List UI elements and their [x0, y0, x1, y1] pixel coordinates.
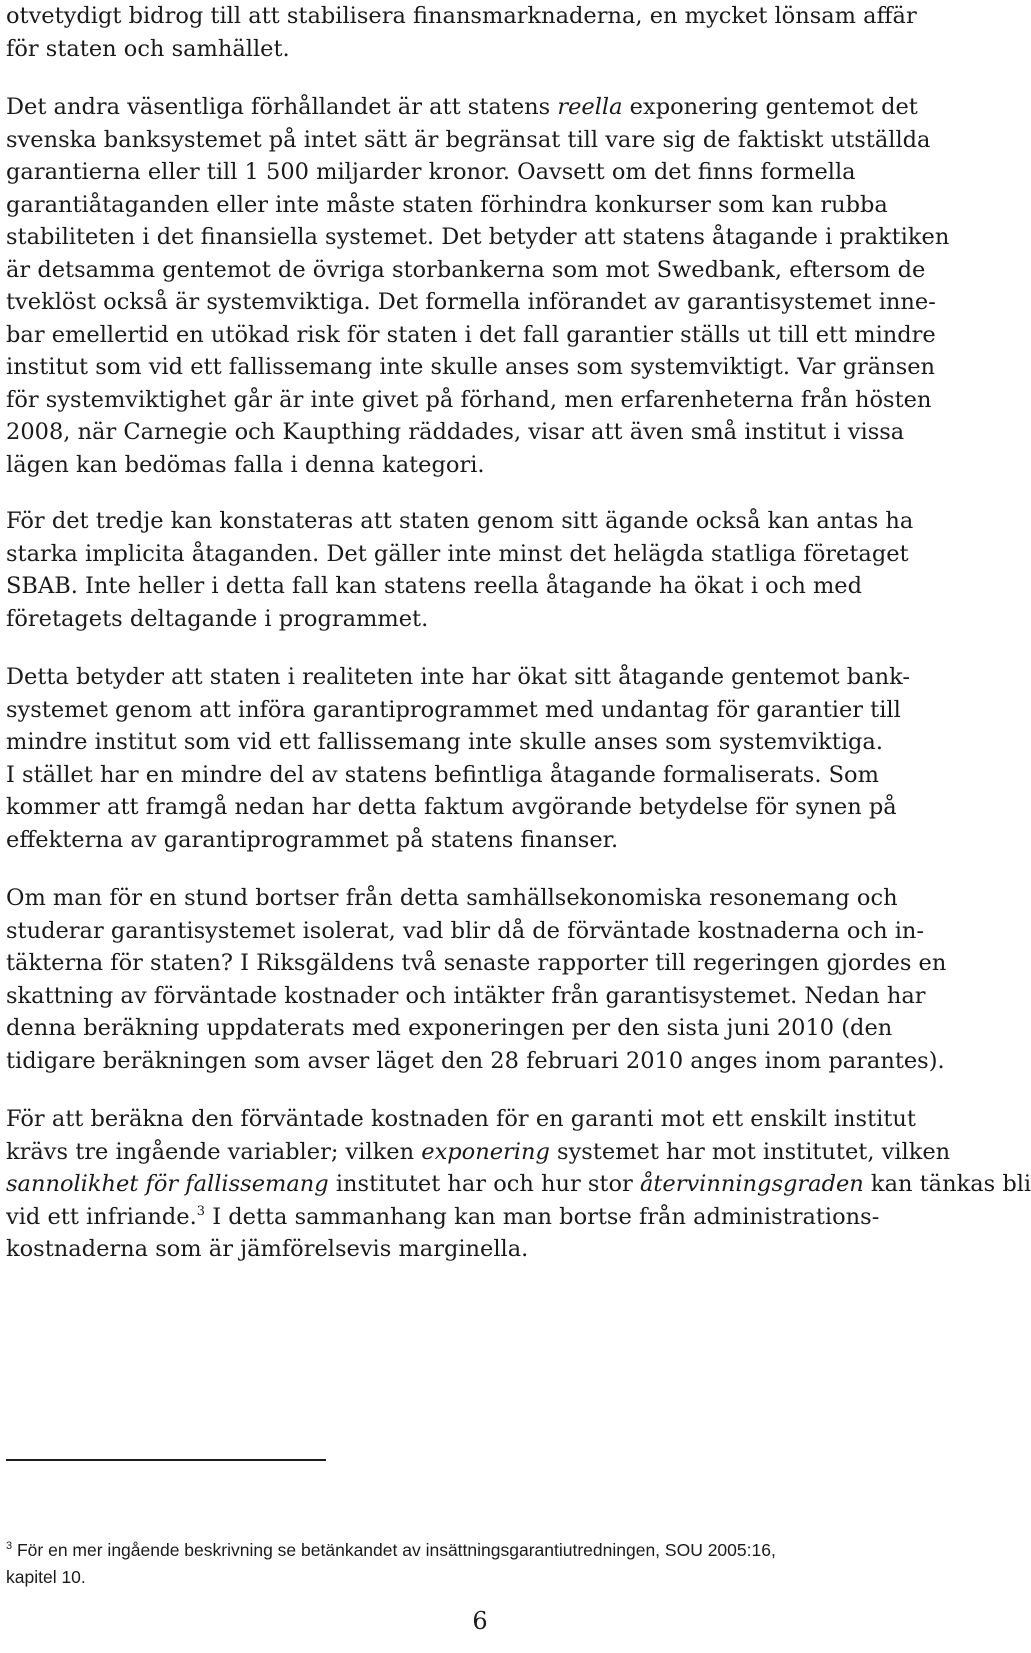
text-line: garantierna eller till 1 500 miljarder kronor. Oavsett om det finns formella	[6, 159, 856, 185]
text-line: skattning av förväntade kostnader och intäkter från garantisystemet. Nedan har	[6, 982, 926, 1009]
emphasis-atervinningsgraden: återvinningsgraden	[639, 1171, 864, 1197]
text-span: vid ett infriande.	[6, 1203, 197, 1230]
text-line: bar emellertid en utökad risk för staten i det fall garantier ställs ut till ett mindre	[6, 321, 936, 348]
text-line: För att beräkna den förväntade kostnaden för en garanti mot ett enskilt institut	[6, 1106, 916, 1132]
footnote-reference[interactable]: 3	[196, 1203, 206, 1219]
footnote-text: För en mer ingående beskrivning se betänkandet av insättningsgarantiutredningen, SOU 2005:16,	[12, 1540, 776, 1560]
text-line: täkterna för staten? I Riksgäldens två senaste rapporter till regeringen gjordes en	[6, 950, 947, 976]
text-line: 2008, när Carnegie och Kaupthing räddades, visar att även små institut i vissa	[6, 419, 905, 445]
text-line: institut som vid ett fallissemang inte skulle anses som systemviktigt. Var gränsen	[6, 354, 936, 380]
text-line: tidigare beräkningen som avser läget den 28 februari 2010 anges inom parantes).	[6, 1047, 945, 1074]
text-line: är detsamma gentemot de övriga storbankerna som mot Swedbank, eftersom de	[6, 256, 926, 283]
text-line: tveklöst också är systemviktiga. Det formella införandet av garantisystemet inne-	[6, 289, 936, 315]
text-line	[6, 1136, 951, 1169]
text-span: I detta sammanhang kan man bortse från administrations-	[205, 1203, 880, 1230]
emphasis-exponering: exponering	[421, 1138, 550, 1165]
footnote	[6, 1537, 946, 1591]
paragraph-implicit-commitments	[6, 505, 946, 635]
text-line: systemet genom att införa garantiprogrammet med undantag för garantier till	[6, 696, 901, 723]
footnote-line: kapitel 10.	[6, 1567, 86, 1587]
text-span: krävs tre ingående variabler; vilken	[6, 1138, 422, 1165]
text-span: exponering gentemot det	[622, 94, 918, 120]
text-line: lägen kan bedömas falla i denna kategori.	[6, 451, 485, 478]
paragraph-intro-continuation	[6, 0, 946, 65]
footnote-marker: 3	[6, 1540, 13, 1552]
text-line: effekterna av garantiprogrammet på statens finanser.	[6, 826, 619, 853]
text-line: studerar garantisystemet isolerat, vad blir då de förväntade kostnaderna och in-	[6, 917, 924, 944]
text-line: för systemviktighet går är inte givet på förhand, men erfarenheterna från hösten	[6, 386, 932, 413]
text-line: Om man för en stund bortser från detta samhällsekonomiska resonemang och	[6, 885, 898, 911]
text-line: mindre institut som vid ett fallissemang inte skulle anses som systemviktiga.	[6, 729, 883, 755]
text-span: Det andra väsentliga förhållandet är att statens	[6, 94, 558, 120]
text-line: svenska banksystemet på intet sätt är begränsat till vare sig de faktiskt utställda	[6, 126, 931, 153]
text-line: garantiåtaganden eller inte måste staten förhindra konkurser som kan rubba	[6, 191, 888, 218]
text-line: SBAB. Inte heller i detta fall kan statens reella åtagande ha ökat i och med	[6, 573, 863, 599]
text-line: I stället har en mindre del av statens befintliga åtagande formaliserats. Som	[6, 761, 879, 788]
text-span: institutet har och hur stor	[328, 1171, 640, 1197]
footnote-line	[6, 1537, 946, 1564]
text-line	[6, 1201, 946, 1234]
text-span: systemet har mot institutet, vilken	[549, 1138, 951, 1165]
emphasis-sannolikhet: sannolikhet för fallissemang	[6, 1171, 329, 1197]
paragraph-variables	[6, 1103, 1031, 1266]
text-span: kan tänkas bli	[863, 1171, 1031, 1197]
text-line: för staten och samhället.	[6, 35, 290, 62]
text-line	[6, 1168, 1031, 1201]
text-line: denna beräkning uppdaterats med exponeringen per den sista juni 2010 (den	[6, 1015, 893, 1041]
footnote-separator	[6, 1459, 326, 1461]
text-line: kostnaderna som är jämförelsevis marginella.	[6, 1236, 529, 1262]
text-line: stabiliteten i det finansiella systemet. Det betyder att statens åtagande i praktiken	[6, 224, 950, 250]
document-body	[6, 0, 1031, 1292]
text-line	[6, 91, 946, 124]
text-line: otvetydigt bidrog till att stabilisera finansmarknaderna, en mycket lönsam affär	[6, 3, 917, 29]
page-number: 6	[472, 1607, 488, 1635]
text-line: För det tredje kan konstateras att staten genom sitt ägande också kan antas ha	[6, 508, 914, 534]
paragraph-expected-costs	[6, 882, 946, 1077]
text-line: kommer att framgå nedan har detta faktum avgörande betydelse för synen på	[6, 794, 897, 820]
emphasis-reella: reella	[557, 94, 623, 120]
text-line: företagets deltagande i programmet.	[6, 605, 429, 632]
paragraph-conclusion	[6, 661, 946, 856]
text-line: Detta betyder att staten i realiteten inte har ökat sitt åtagande gentemot bank-	[6, 664, 910, 690]
paragraph-real-exposure	[6, 91, 950, 481]
text-line: starka implicita åtaganden. Det gäller inte minst det helägda statliga företaget	[6, 540, 909, 567]
